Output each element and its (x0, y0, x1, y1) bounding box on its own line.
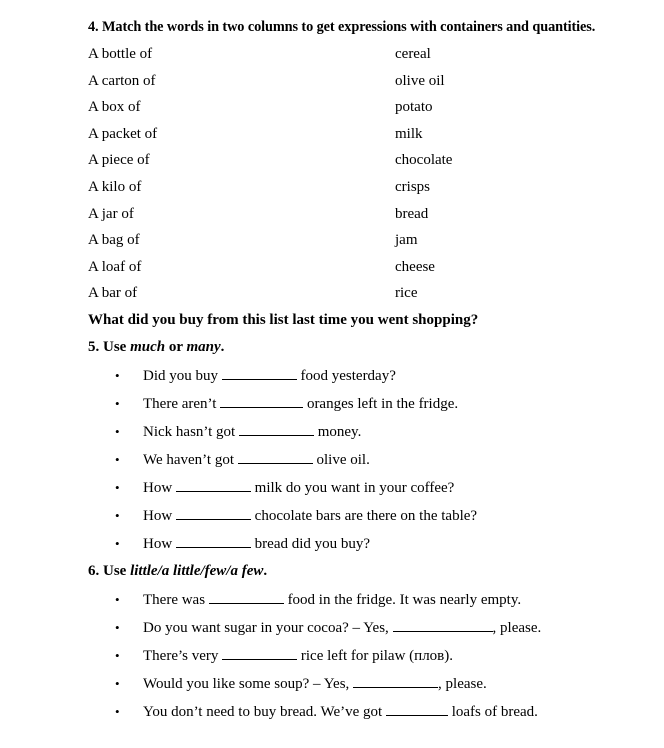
sentence-before-blank: How (143, 507, 176, 524)
food-term: cereal (395, 46, 431, 62)
exercise5-title-period: . (220, 338, 225, 355)
container-term: A piece of (88, 152, 150, 169)
sentence-after-blank: loafs of bread. (447, 703, 538, 720)
fill-in-sentence (88, 446, 656, 474)
sentence-after-blank: , please. (492, 619, 542, 636)
exercise5-title-many: many (186, 338, 221, 355)
container-term: A kilo of (88, 178, 142, 195)
fill-in-blank (209, 590, 284, 604)
container-term: A bar of (88, 285, 138, 302)
fill-in-blank (176, 478, 251, 492)
fill-in-sentence (88, 502, 656, 530)
fill-in-blank (393, 618, 493, 632)
bullet-icon: • (115, 507, 120, 523)
match-row (88, 174, 656, 201)
food-term: cheese (395, 258, 435, 275)
sentence-before-blank: How (143, 535, 176, 552)
fill-in-blank (239, 422, 314, 436)
exercise6-title (88, 558, 656, 585)
fill-in-blank (222, 646, 297, 660)
food-term: bread (395, 205, 429, 222)
sentence-after-blank: milk do you want in your coffee? (250, 479, 455, 496)
bullet-icon: • (115, 535, 120, 551)
fill-in-blank (176, 506, 251, 520)
fill-in-blank (220, 394, 303, 408)
sentence-before-blank: How (143, 479, 176, 496)
exercise5-items (88, 362, 656, 558)
bullet-icon: • (115, 479, 120, 495)
food-term: milk (395, 125, 423, 142)
sentence-before-blank: There aren’t (143, 395, 221, 412)
food-term: jam (395, 232, 418, 249)
exercise6-title-prefix: 6. Use (88, 562, 131, 579)
container-term: A box of (88, 99, 141, 116)
fill-in-blank (176, 534, 251, 548)
bullet-icon: • (115, 395, 120, 411)
container-term: A jar of (88, 205, 134, 222)
sentence-before-blank: We haven’t got (143, 451, 238, 468)
match-row (88, 147, 656, 174)
fill-in-blank (238, 450, 313, 464)
match-row (88, 68, 656, 95)
fill-in-blank (353, 674, 438, 688)
food-term: olive oil (395, 72, 445, 89)
exercise5-title-much: much (130, 338, 166, 355)
shopping-question: What did you buy from this list last time you went shopping? (88, 311, 479, 328)
sentence-before-blank: Nick hasn’t got (143, 423, 239, 440)
exercise4-title: 4. Match the words in two columns to get expressions with containers and quantities. (88, 19, 596, 35)
container-term: A loaf of (88, 258, 142, 275)
sentence-before-blank: There was (143, 591, 209, 608)
match-row (88, 201, 656, 228)
sentence-before-blank: Did you buy (143, 367, 222, 384)
food-term: chocolate (395, 152, 453, 169)
match-row (88, 254, 656, 281)
match-row (88, 280, 656, 307)
sentence-after-blank: food in the fridge. It was nearly empty. (283, 591, 522, 608)
exercise6-title-options: little/a little/few/a few (130, 562, 264, 579)
food-term: rice (395, 285, 418, 302)
bullet-icon: • (115, 591, 120, 607)
exercise6-items (88, 586, 656, 726)
fill-in-sentence (88, 642, 656, 670)
exercise5-title-prefix: 5. Use (88, 338, 131, 355)
fill-in-sentence (88, 390, 656, 418)
exercise5-title (88, 334, 656, 361)
fill-in-blank (386, 702, 448, 716)
sentence-after-blank: , please. (438, 675, 487, 692)
fill-in-sentence (88, 418, 656, 446)
exercise5-title-or: or (165, 338, 187, 355)
match-row (88, 41, 656, 68)
container-term: A carton of (88, 72, 156, 89)
sentence-before-blank: Would you like some soup? – Yes, (143, 675, 354, 692)
bullet-icon: • (115, 367, 120, 383)
match-row (88, 227, 656, 254)
match-row (88, 121, 656, 148)
sentence-after-blank: chocolate bars are there on the table? (250, 507, 478, 524)
match-row (88, 94, 656, 121)
food-term: potato (395, 99, 433, 116)
container-term: A packet of (88, 125, 158, 142)
fill-in-sentence (88, 698, 656, 726)
fill-in-blank (222, 366, 297, 380)
fill-in-sentence (88, 614, 656, 642)
exercise6-title-period: . (263, 562, 268, 579)
sentence-after-blank: food yesterday? (296, 367, 396, 384)
bullet-icon: • (115, 423, 120, 439)
fill-in-sentence (88, 362, 656, 390)
bullet-icon: • (115, 675, 120, 691)
bullet-icon: • (115, 619, 120, 635)
sentence-after-blank: rice left for pilaw (плов). (297, 647, 454, 664)
sentence-before-blank: Do you want sugar in your cocoa? – Yes, (143, 619, 393, 636)
bullet-icon: • (115, 703, 120, 719)
container-term: A bottle of (88, 46, 153, 62)
bullet-icon: • (115, 451, 120, 467)
fill-in-sentence (88, 670, 656, 698)
match-columns (88, 41, 656, 307)
sentence-before-blank: You don’t need to buy bread. We’ve got (143, 703, 386, 720)
food-term: crisps (395, 178, 430, 195)
fill-in-sentence (88, 586, 656, 614)
fill-in-sentence (88, 530, 656, 558)
sentence-after-blank: money. (313, 423, 362, 440)
sentence-after-blank: olive oil. (312, 451, 370, 468)
container-term: A bag of (88, 232, 140, 249)
sentence-after-blank: bread did you buy? (250, 535, 371, 552)
fill-in-sentence (88, 474, 656, 502)
sentence-before-blank: There’s very (143, 647, 223, 664)
sentence-after-blank: oranges left in the fridge. (303, 395, 459, 412)
bullet-icon: • (115, 647, 120, 663)
